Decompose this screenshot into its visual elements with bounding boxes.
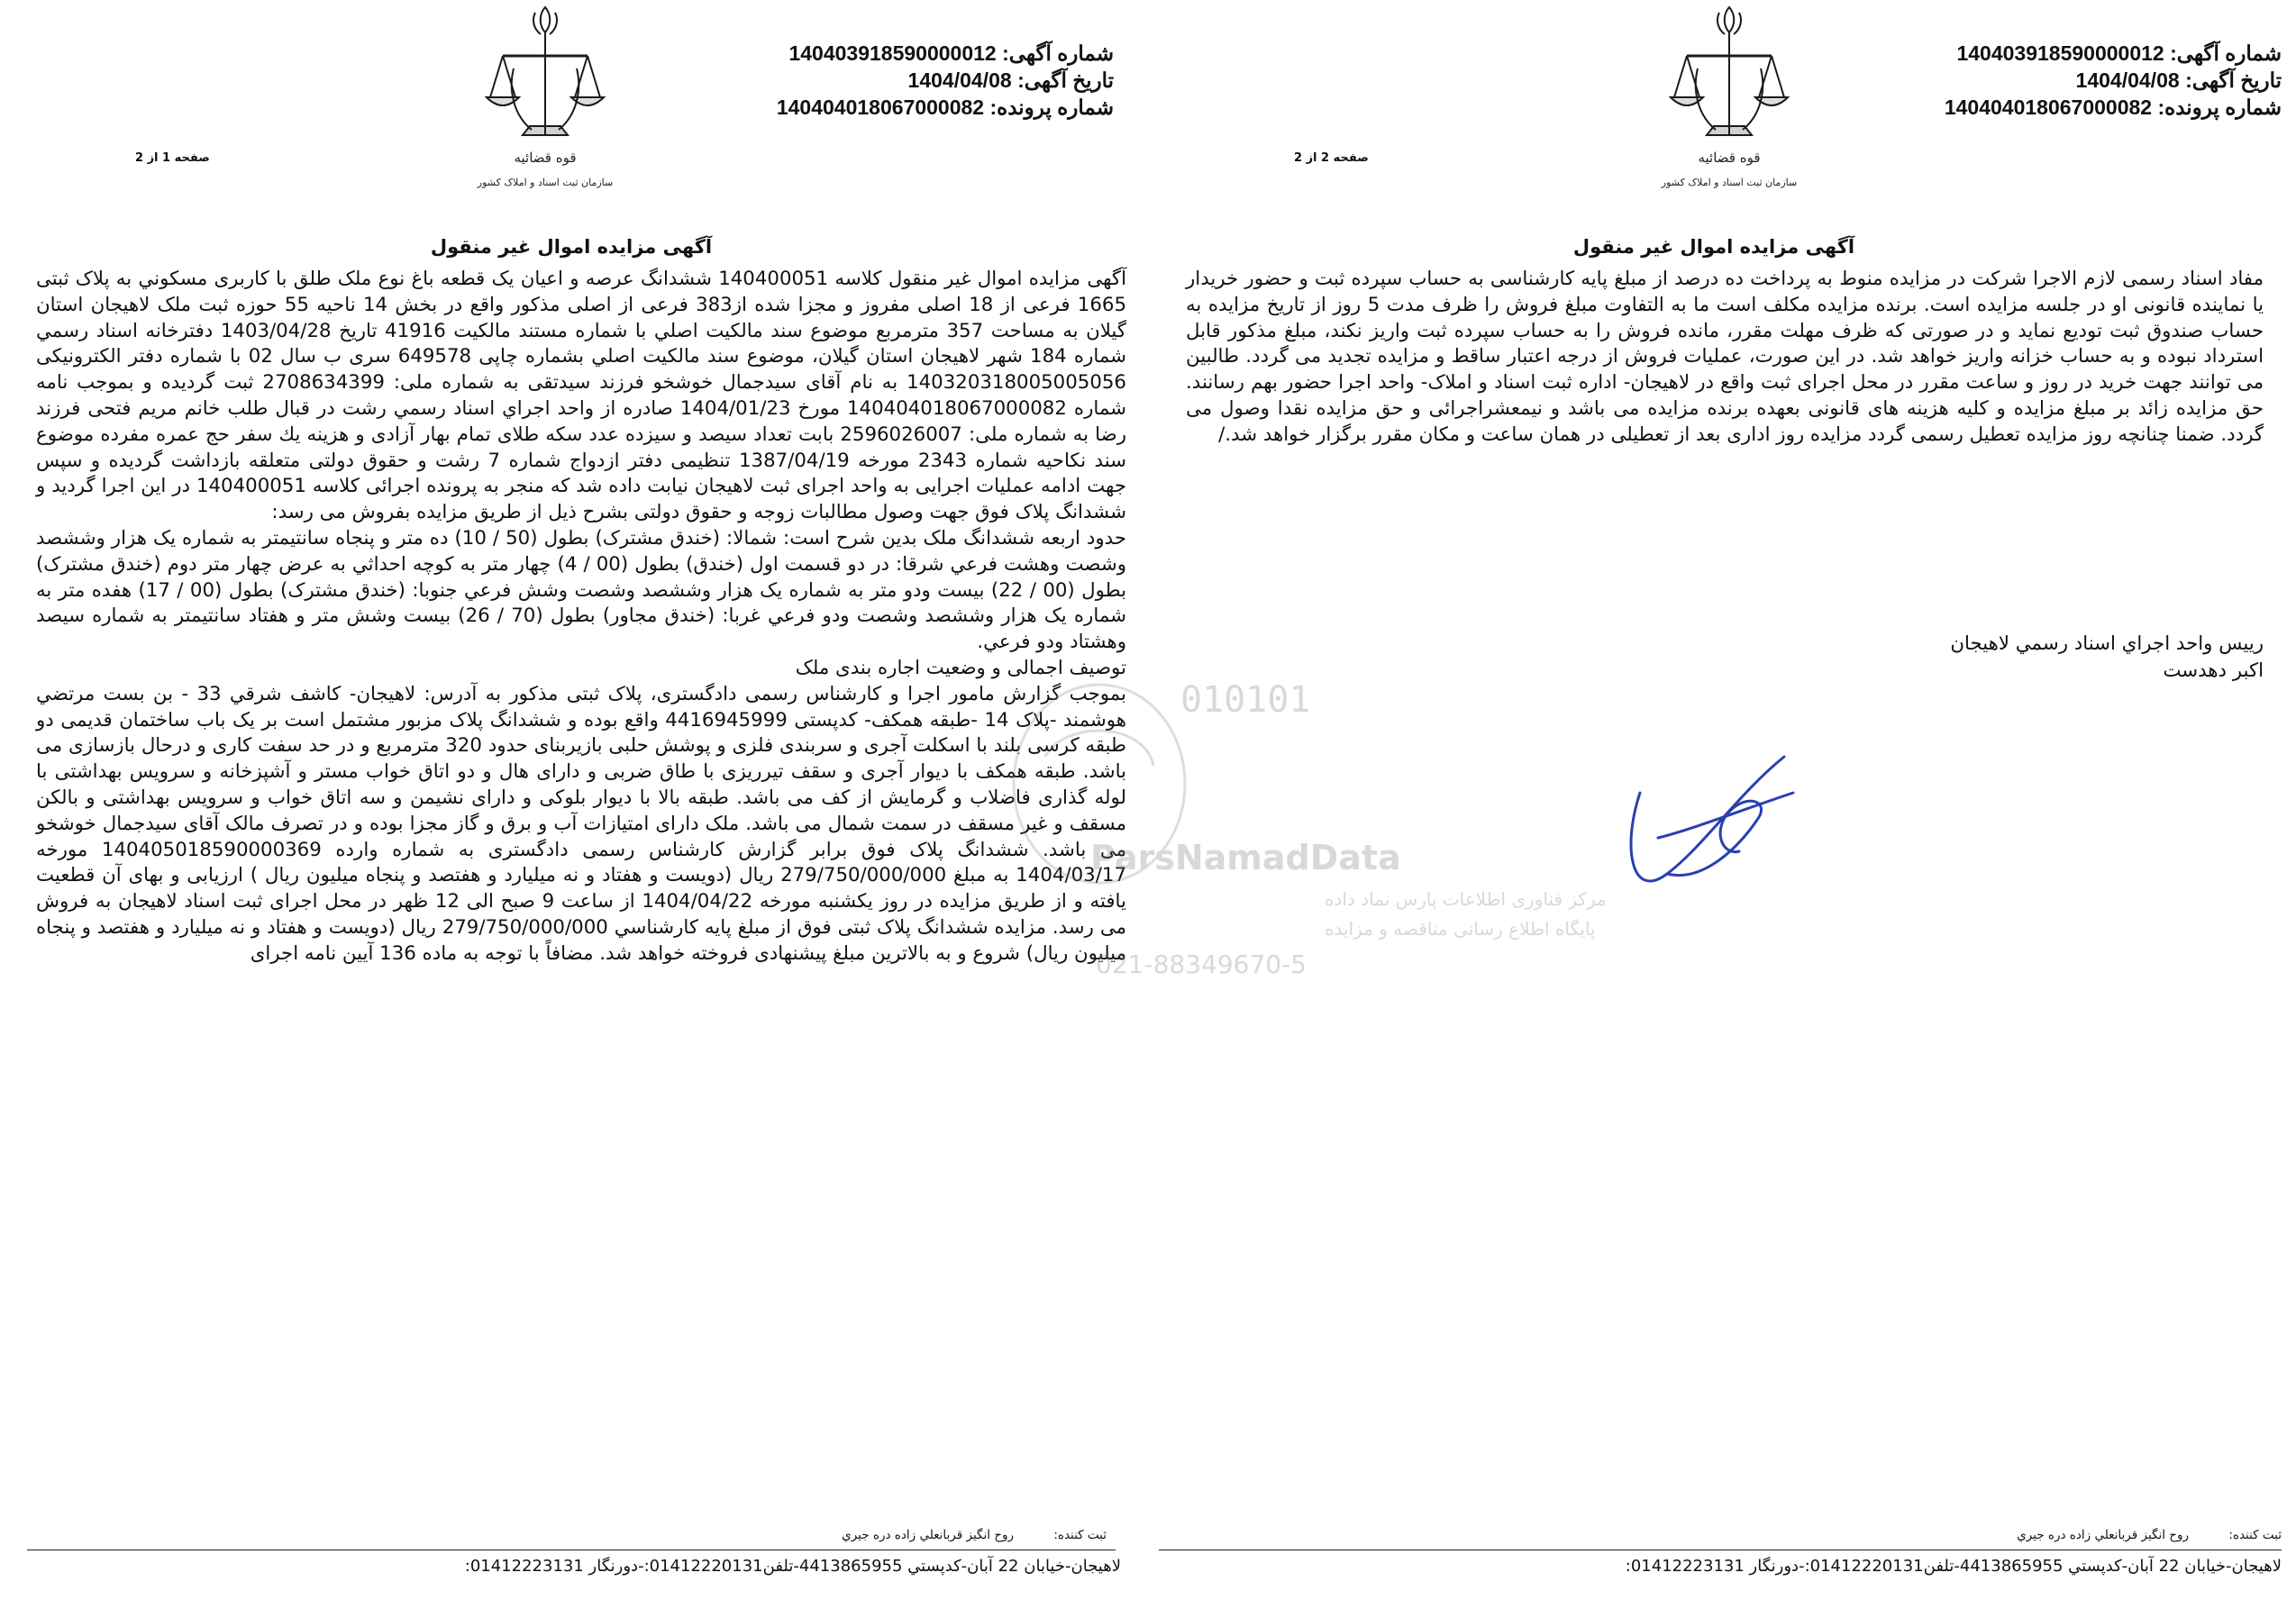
notice-date-label: تاریخ آگهی: [1017, 68, 1114, 92]
property-description-paragraph: بموجب گزارش مامور اجرا و کارشناس رسمی دادگستری، پلاک ثبتی مذکور به آدرس: لاهیجان- کاشف شرقي 33 - بن بست مرتضي هوشمند -پلاک 14 -طبقه همکف- کدپستی 4416945999 واقع بوده و ششدانگ پلاک مزبور مشتمل است بر یک باب ساختمان قدیمی دو طبقه کرسی بلند با اسکلت آجری و سربندی فلزی و پوشش حلبی بازیربنای حدود 320 مترمربع و در حد سفت کاری و درحال بازسازی می باشد. طبقه همکف با دیوار آجری و سقف تیرریزی با طاق ضربی و دارای هال و دو اتاق خواب مستر و آشپزخانه و سرویس بهداشتی با لوله گذاری فاضلاب و گرمایش از کف می باشد. طبقه بالا با دیوار بلوکی و دارای نشیمن و سه اتاق خواب و سرویس بهداشتی و بالکن مسقف و غیر مسقف در سمت شمال می باشد. ملک دارای امتیازات آب و برق و گاز مجزا بوده و در تصرف مالک آقای سیدجمال خوشخو می باشد. ششدانگ پلاک فوق برابر گزارش کارشناس رسمی دادگستری به شماره وارده 140405018590000369 مورخه 1404/03/17 به مبلغ 279/750/000/000 ریال (دویست و هفتاد و نه میلیارد و هفتصد و پنجاه میلیون ریال ) ارزیابی و بهای آن قطعیت یافته و از طریق مزایده در روز یکشنبه مورخه 1404/04/22 از ساعت 9 صبح الی 12 ظهر در محل اجرای ثبت اسناد لاهیجان به فروش می رسد. مزایده ششدانگ پلاک ثبتی فوق از مبلغ پایه کارشناسي 279/750/000/000 ریال (دویست و هفتاد و نه میلیارد و هفتصد و پنجاه میلیون ریال) شروع و به بالاترین مبلغ پیشنهادی فروخته خواهد شد. مضافاً با توجه به ماده 136 آیین نامه اجرای [36, 682, 1127, 965]
notice-number-label: شماره آگهی: [2170, 41, 2282, 65]
notice-date-line [1945, 67, 2282, 94]
registrar-label: ثبت کننده: [2228, 1528, 2282, 1542]
page-footer [0, 1528, 1143, 1618]
page-header [1150, 0, 2296, 225]
emblem-caption-bottom: سازمان ثبت اسناد و املاک کشور [1661, 177, 1798, 188]
page-footer [1150, 1528, 2296, 1618]
notice-date-label: تاریخ آگهی: [2185, 68, 2282, 92]
case-number: 140404018067000082 [776, 95, 985, 119]
case-number-line [777, 94, 1114, 121]
notice-number: 140403918590000012 [788, 41, 997, 65]
case-number-label: شماره پرونده: [2157, 95, 2282, 119]
property-boundaries-paragraph: حدود اربعه ششدانگ ملک بدین شرح است: شمالا: (خندق مشترک) بطول (50 / 10) ده متر و پنجاه سانتیمتر به شماره یک هزار وششصد وشصت وهشت فرعي شرقا: در دو قسمت اول (خندق) بطول (00 / 4) چهار متر به کوچه احداثي به عرض چهار متر دوم (خندق مشترک) بطول (00 / 22) بیست ودو متر به شماره یک هزار وششصد وشصت وشش فرعي جنوبا: (خندق مشترک) بطول (00 / 17) هفده متر به شماره یک هزار وششصد وشصت ودو فرعي غربا: (خندق مجاور) بطول (70 / 26) بیست وشش متر و هفتاد سانتیمتر به شماره سیصد وهشتاد ودو فرعي. [36, 526, 1127, 654]
registrar-label: ثبت کننده: [1053, 1528, 1107, 1542]
watermark-brand: ParsNamadData [1090, 838, 1401, 877]
notice-date: 1404/04/08 [907, 68, 1012, 92]
emblem-caption-bottom: سازمان ثبت اسناد و املاک کشور [477, 177, 614, 188]
watermark-digits: 010101 [1180, 679, 1311, 721]
section-heading: توصیف اجمالی و وضعیت اجاره بندی ملک [795, 656, 1126, 679]
auction-intro-paragraph: آگهی مزایده اموال غیر منقول کلاسه 140400051 ششدانگ عرصه و اعیان یک قطعه باغ نوع ملک طلق با کاربری مسکوني به پلاک ثبتی 1665 فرعی از 18 اصلی مفروز و مجزا شده از383 فرعی از اصلی مذکور واقع در بخش 14 ناحیه 55 حوزه ثبت ملک لاهیجان استان گیلان به مساحت 357 مترمربع موضوع سند مالکیت اصلي با شماره مستند مالکیت 41916 تاریخ 1403/04/28 دفترخانه اسناد رسمي شماره 184 شهر لاهیجان استان گیلان، موضوع سند مالکیت اصلي بشماره چاپی 649578 سری ب سال 02 با شماره دفتر الکترونیکی 140320318005005056 به نام آقای سیدجمال خوشخو فرزند سیدتقی به شماره ملی: 2708634399 ثبت گردیده و بموجب نامه شماره 140404018067000082 مورخ 1404/01/23 صادره از واحد اجراي اسناد رسمي رشت در قبال طلب خانم مریم فتحی فرزند رضا به شماره ملی: 2596026007 بابت تعداد سیصد و سیزده عدد سکه طلای تمام بهار آزادی و هزینه يك سفر حج عمره مفرده موضوع سند نکاحیه شماره 2343 مورخه 1387/04/19 تنظیمی دفتر ازدواج شماره 7 رشت و حقوق دولتی متعلقه بازداشت گردیده و سپس جهت ادامه عملیات اجرایی به واحد اجرای ثبت لاهیجان نیابت داده شد که منجر به پرونده اجرائی کلاسه 140400051 در این اجرا گردید و ششدانگ پلاک فوق جهت وصول مطالبات زوجه و حقوق دولتی بشرح ذیل از طریق مزایده بفروش می رسد: [36, 268, 1127, 524]
watermark-line-2: پایگاه اطلاع رسانی مناقصه و مزایده [1325, 918, 1596, 940]
signatory-title: رییس واحد اجراي اسناد رسمي لاهیجان [1950, 632, 2264, 655]
office-address: لاهیجان-خیابان 22 آبان-کدپستي 4413865955-تلفن01412220131:-دورنگار 01412223131: [464, 1557, 1121, 1576]
page-number: صفحه 1 از 2 [135, 151, 210, 165]
registrar-name: روح انگیز قربانعلي زاده دره جيري [842, 1528, 1015, 1542]
page-number: صفحه 2 از 2 [1294, 151, 1369, 165]
registrar-line [18, 1528, 1107, 1542]
case-number: 140404018067000082 [1944, 95, 2153, 119]
emblem-caption-top: قوه قضائیه [1698, 150, 1761, 166]
handwritten-signature-icon [1604, 739, 1820, 919]
office-address: لاهیجان-خیابان 22 آبان-کدپستي 4413865955-تلفن01412220131:-دورنگار 01412223131: [1625, 1557, 2282, 1576]
notice-meta [1945, 40, 2282, 121]
notice-title: آگهی مزایده اموال غیر منقول [430, 236, 713, 258]
notice-number-line [1945, 40, 2282, 67]
judiciary-scales-emblem-icon [1662, 0, 1797, 198]
notice-number: 140403918590000012 [1956, 41, 2164, 65]
notice-title: آگهی مزایده اموال غیر منقول [1572, 236, 1855, 258]
emblem-caption-top: قوه قضائیه [514, 150, 577, 166]
page-header [0, 0, 1143, 225]
watermark-phone: 021-88349670-5 [1096, 950, 1307, 979]
publisher-watermark [910, 649, 1607, 1027]
signatory-name: اکبر دهدست [2163, 659, 2264, 682]
auction-terms-paragraph: مفاد اسناد رسمی لازم الاجرا شرکت در مزایده منوط به پرداخت ده درصد از مبلغ پایه کارشناسی به حساب سپرده ثبت و حضور خریدار یا نماینده قانونی او در جلسه مزایده است. برنده مزایده مکلف است ما به التفاوت مبلغ فروش را ظرف مدت 5 روز از تاریخ مزایده به حساب صندوق ثبت تودیع نماید و در صورتی که ظرف مهلت مقرر، مانده فروش را به حساب سپرده ثبت واریز نکند، مبلغ مذکور قابل استرداد نبوده و به حساب خزانه واریز خواهد شد. در این صورت، عملیات فروش از درجه اعتبار ساقط و مزایده تجدید می گردد. طالبین می توانند جهت خرید در روز و ساعت مقرر در محل اجرای ثبت واقع در لاهیجان- اداره ثبت اسناد و املاک- واحد اجرا حضور بهم رسانند. حق مزایده زائد بر مبلغ مزایده و کلیه هزینه های قانونی بعهده برنده مزایده می باشد و نیمعشراجرائی و حق مزایده نقدا وصول می گردد. ضمنا چنانچه روز مزایده تعطیل رسمی گردد مزایده روز اداری بعد از تعطیلی در همان ساعت و مکان مقرر برگزار خواهد شد./ [1186, 268, 2264, 446]
watermark-line-1: مرکز فناوری اطلاعات پارس نماد داده [1325, 888, 1607, 910]
notice-number-label: شماره آگهی: [1002, 41, 1114, 65]
signatory-block [1950, 631, 2264, 685]
case-number-line [1945, 94, 2282, 121]
notice-meta [777, 40, 1114, 121]
notice-date-line [777, 67, 1114, 94]
case-number-label: شماره پرونده: [989, 95, 1114, 119]
notice-body [1186, 267, 2264, 449]
judiciary-scales-emblem-icon [478, 0, 613, 198]
notice-date: 1404/04/08 [2075, 68, 2180, 92]
registrar-name: روح انگیز قربانعلي زاده دره جيري [2017, 1528, 2190, 1542]
notice-number-line [777, 40, 1114, 67]
registrar-line [1168, 1528, 2282, 1542]
